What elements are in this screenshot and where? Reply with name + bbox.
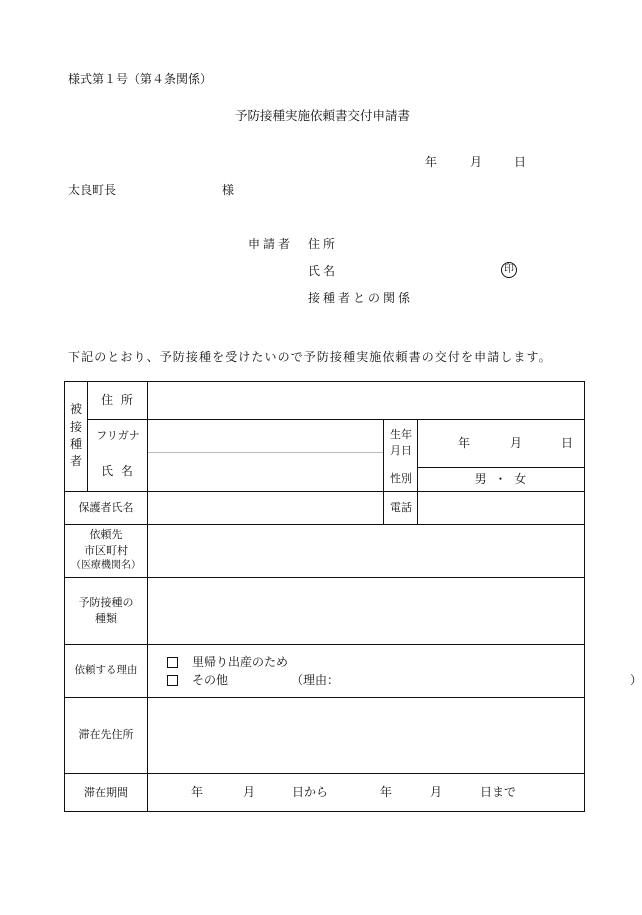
- birthdate-line: 生年: [390, 428, 412, 442]
- vertical-char: 接: [69, 419, 82, 434]
- period-start-day: 日から: [292, 785, 329, 799]
- guardian-name-label: 保護者氏名: [78, 500, 134, 514]
- stay-period-label: 滞在期間: [84, 785, 128, 799]
- recipient-vertical-label: [64, 381, 88, 491]
- sex-options: 男 ・ 女: [474, 471, 529, 486]
- addressee-honorific: 様: [222, 183, 235, 197]
- vaccine-type-line: 予防接種の: [78, 595, 134, 609]
- applicant-address-label: 住所: [308, 237, 339, 251]
- checkbox-icon[interactable]: [167, 657, 178, 668]
- application-table: [64, 381, 642, 812]
- applicant-label: 申請者: [248, 237, 294, 251]
- birthdate-label: [384, 419, 418, 467]
- vaccine-type-line: 種類: [95, 611, 117, 625]
- statement-text: 下記のとおり、予防接種を受けたいので予防接種実施依頼書の交付を申請します。: [68, 350, 552, 364]
- date-day-unit: 日: [514, 155, 527, 169]
- period-start-year: 年: [191, 785, 204, 799]
- reason-option-label: その他: [192, 673, 229, 687]
- form-number: 様式第１号（第４条関係）: [68, 72, 213, 86]
- reason-option-other[interactable]: [167, 674, 228, 686]
- date-month-unit: 月: [470, 155, 483, 169]
- vertical-char: 被: [69, 402, 82, 417]
- birth-year-unit: 年: [458, 436, 471, 450]
- reason-option-label: 里帰り出産のため: [192, 655, 289, 669]
- stay-address-label: 滞在先住所: [78, 728, 134, 742]
- period-end-day: 日まで: [480, 785, 517, 799]
- reason-other-close: ）: [630, 673, 642, 687]
- period-end-month: 月: [430, 785, 443, 799]
- birthdate-units: [418, 419, 585, 467]
- period-start-month: 月: [243, 785, 256, 799]
- seal-mark: 印: [501, 262, 517, 278]
- vertical-char: 種: [69, 437, 82, 451]
- page-title: 予防接種実施依頼書交付申請書: [235, 108, 411, 123]
- date-year-unit: 年: [425, 155, 438, 169]
- birthdate-line: 月日: [390, 444, 412, 457]
- birth-day-unit: 日: [561, 436, 574, 450]
- period-end-year: 年: [380, 785, 393, 799]
- name-label: 氏 名: [101, 464, 135, 478]
- requested-municipality-label: [64, 524, 148, 577]
- checkbox-icon[interactable]: [167, 675, 178, 686]
- address-label: 住 所: [101, 392, 135, 407]
- phone-label: 電話: [390, 500, 412, 514]
- birth-month-unit: 月: [510, 436, 523, 450]
- municipality-line: 依頼先: [89, 528, 123, 542]
- reason-option-homecoming[interactable]: [167, 656, 288, 668]
- reason-other-open: （理由：: [291, 673, 340, 687]
- applicant-relation-label: 接種者との関係: [308, 291, 414, 305]
- vertical-char: 者: [69, 454, 82, 469]
- furigana-label: フリガナ: [96, 428, 140, 442]
- reason-label: 依頼する理由: [74, 663, 138, 676]
- addressee-name: 太良町長: [68, 183, 117, 197]
- municipality-line: （医療機関名）: [71, 560, 141, 572]
- stay-period-values: [148, 773, 585, 812]
- applicant-name-label: 氏名: [308, 264, 339, 278]
- reason-options: [148, 644, 642, 697]
- vaccine-type-label: [64, 577, 148, 644]
- municipality-line: 市区町村: [84, 544, 128, 558]
- sex-label: 性別: [390, 472, 412, 486]
